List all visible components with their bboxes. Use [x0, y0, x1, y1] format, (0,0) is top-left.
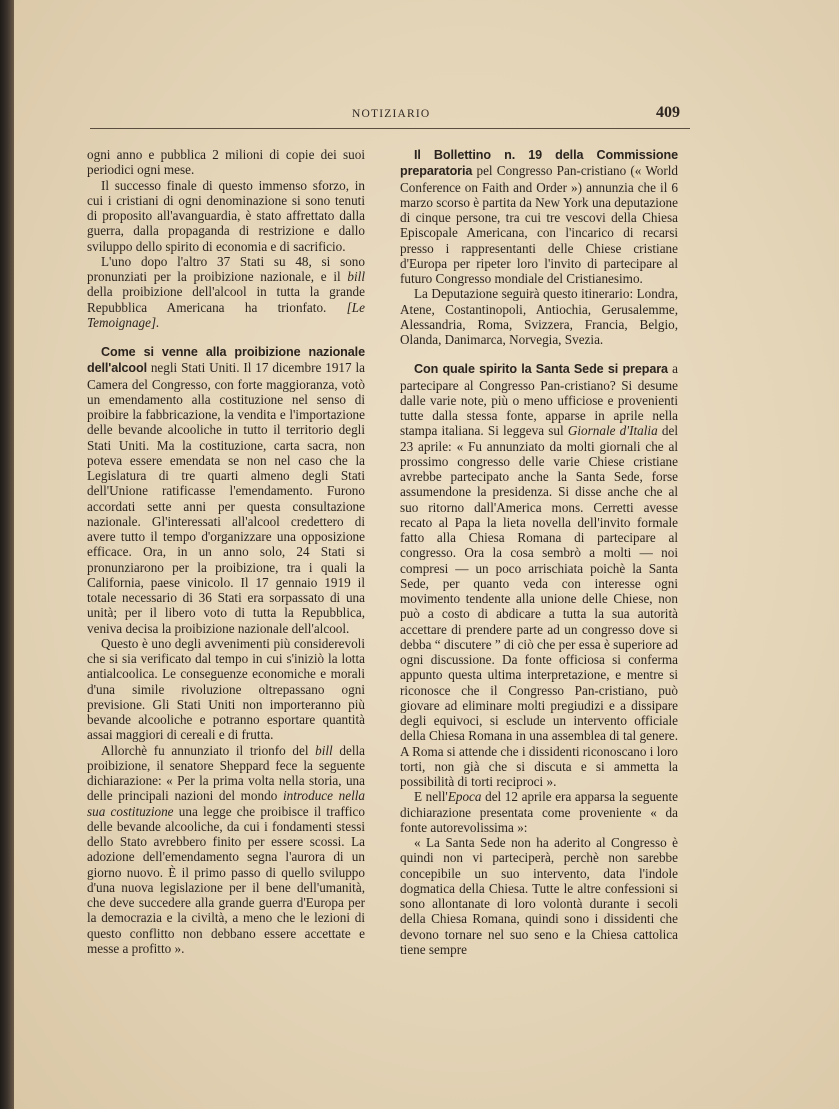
- paragraph-prohibition: Come si venne alla proibizione nazionale dell'alcool negli Stati Uniti. Il 17 dicembre 1917 la Camera del Congresso, con forte maggioranza, votò un emendamento alla costituzione nel senso di proibire la fabbricazione, la vendita e l'importazione delle bevande alcooliche in tutto il territorio degli Stati Uniti. Ma la costituzione, carta sacra, non poteva essere emendata se non nel caso che la Legislatura di tre quarti almeno degli Stati dell'Unione ratificasse l'emendamento. Furono accordati sette anni per questa consultazione nazionale. Gl'interessati all'alcool credettero di avere tutto il tempo d'organizzare una opposizione efficace. Ora, in un anno solo, 24 Stati si pronunziarono per la proibizione, tra i quali la California, paese vinicolo. Il 17 gennaio 1919 il totale necessario di 36 Stati era sorpassato di una unità; per il libero voto di tutta la Repubblica, veniva decisa la proibizione nazionale dell'alcool.: [87, 345, 365, 636]
- section-heading: Con quale spirito la Santa Sede si prepara: [414, 362, 668, 377]
- page-number: 409: [656, 104, 680, 121]
- page-header: [90, 106, 690, 126]
- source-citation: [Le Temoignage].: [87, 299, 365, 330]
- left-column: [87, 147, 365, 956]
- paragraph-sheppard: Allorchè fu annunziato il trionfo del bill della proibizione, il senatore Sheppard fece la seguente dichiarazione: « Per la prima volta nella storia, una delle principali nazioni del mondo introduce nella sua costituzione una legge che proibisce il traffico delle bevande alcooliche, da cui i fondamenti stessi dello Stato avrebbero finito per essere scossi. La adozione dell'emendamento segna l'aurora di un giorno nuovo. È il primo passo di quello sviluppo d'una nuova legislazione per il bene dell'umanità, che deve succedere alla grande guerra d'Europa per la democrazia e la civiltà, a meno che le lezioni di questo conflitto non debbano essere accettate e messe a profitto ».: [87, 742, 365, 956]
- section-heading: Il Bollettino n. 19 della Commissione preparatoria: [400, 148, 678, 179]
- paragraph-epoca: E nell'Epoca del 12 aprile era apparsa la seguente dichiarazione presentata come proveniente « da fonte autorevolissima »:: [400, 789, 678, 835]
- paragraph-santa-sede: Con quale spirito la Santa Sede si prepara a partecipare al Congresso Pan-cristiano? Si desume dalle varie note, più o meno ufficiose e provenienti tutte dalla stessa fonte, apparse in aprile nella stampa italiana. Si leggeva sul Giornale d'Italia del 23 aprile: « Fu annunziato da molti giornali che al prossimo congresso delle varie Chiese cristiane avrebbe partecipato anche la Santa Sede, forse assumendone la presidenza. Si disse anche che al suo ritorno dall'America mons. Cerretti avesse recato al Papa la lieta novella dell'invito formale fatto alla Chiesa Romana di partecipare al congresso. Ora la cosa sembrò a molti — noi compresi — un poco arrischiata poichè la Santa Sede, per quanto veda con interesse ogni movimento tendente alla unione delle Chiese, non può a costo di abdicare a tutta la sua autorità accettare di prendere parte ad un congresso dove si debba “ discutere ” di ciò che per essa è superiore ad ogni discussione. Da fonte officiosa si conferma appunto questa ultima interpretazione, e mentre si riconosce che il Congresso Pan-cristiano, può giovare ad eliminare molti pregiudizi e a dissipare degli equivoci, si esclude un intervento officiale della Chiesa Romana in una assemblea di tal genere. A Roma si attende che i dissidenti riconoscano i loro torti, non già che si discuta e si ammetta la possibilità di torti reciproci ».: [400, 361, 679, 789]
- right-column: [400, 147, 678, 957]
- paragraph-quotation: « La Santa Sede non ha aderito al Congresso è quindi non vi parteciperà, perchè non sarebbe concepibile un suo intervento, data l'indole dogmatica della Chiesa. Tutte le altre confessioni si sono allontanate di loro volontà durante i secoli della Chiesa Romana, quindi sono i dissidenti che devono tornare nel suo seno e la Chiesa cattolica tiene sempre: [400, 835, 678, 957]
- header-rule: [90, 128, 690, 129]
- paragraph-events: Questo è uno degli avvenimenti più considerevoli che si sia verificato dal tempo in cui s'iniziò la lotta antialcoolica. Le conseguenze economiche e morali d'una simile rivoluzione oltrepassano ogni previsione. Gli Stati Uniti non importeranno più bevande alcooliche e potranno esportare quantità assai maggiori di cereali e di frutta.: [87, 635, 365, 743]
- running-title: NOTIZIARIO: [352, 108, 431, 120]
- paragraph-bollettino: Il Bollettino n. 19 della Commissione preparatoria pel Congresso Pan-cristiano (« World Conference on Faith and Order ») annunzia che il 6 marzo scorso è partita da New York una deputazione di cinque persone, tra cui tre vescovi della Chiesa Episcopale Americana, con l'incarico di recarsi presso i rappresentanti delle Chiese cristiane d'Europa per ripeter loro l'invito di partecipare al futuro Congresso mondiale del Cristianesimo.: [400, 148, 678, 286]
- paragraph-states: L'uno dopo l'altro 37 Stati su 48, si sono pronunziati per la proibizione nazionale, e il bill della proibizione dell'alcool in tutta la grande Repubblica Americana ha trionfato. [Le Temoignage].: [87, 253, 365, 330]
- section-heading: Come si venne alla proibizione nazionale dell'alcool: [87, 345, 365, 376]
- paragraph-continuation: ogni anno e pubblica 2 milioni di copie dei suoi periodici ogni mese.: [87, 147, 365, 178]
- paragraph-success: Il successo finale di questo immenso sforzo, in cui i cristiani di ogni denominazione si sono tenuti di proposito all'avanguardia, è stato affrettato dalla guerra, dalla propaganda di restrizione e dallo sviluppo dello spirito di economia e di sacrificio.: [87, 177, 365, 254]
- paragraph-itinerary: La Deputazione seguirà questo itinerario: Londra, Atene, Costantinopoli, Antiochia, Gerusalemme, Alessandria, Roma, Svizzera, Francia, Belgio, Olanda, Danimarca, Norvegia, Svezia.: [400, 286, 678, 347]
- book-spine-shadow: [0, 0, 14, 1109]
